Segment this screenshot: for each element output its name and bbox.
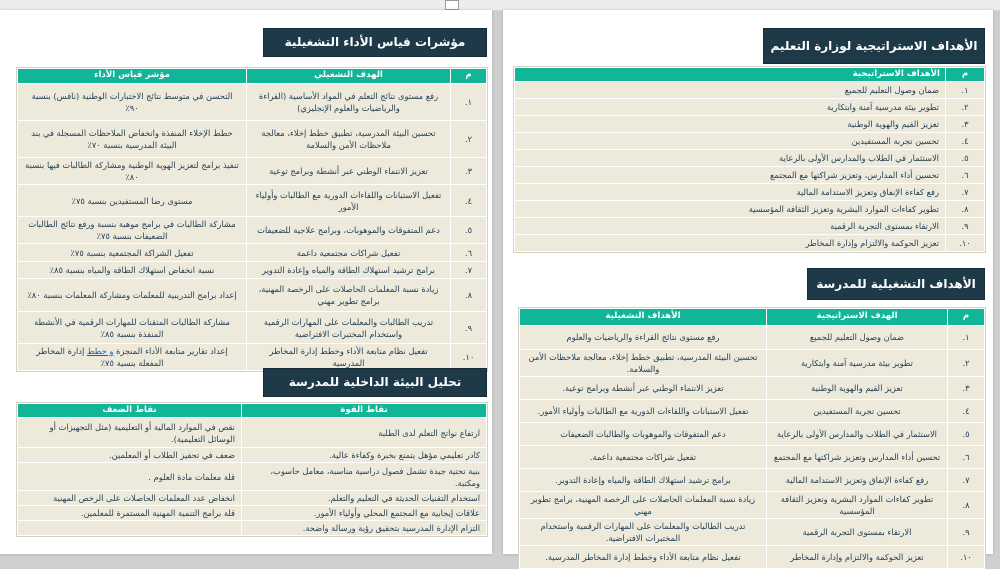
- row-number-cell: ٨.: [946, 201, 985, 218]
- kpi-cell: التحسن في متوسط نتائج الاختبارات الوطنية (نافس) بنسبة ٩٠٪: [18, 84, 247, 121]
- row-number-cell: ٧.: [451, 262, 487, 279]
- row-number-cell: ٣.: [451, 158, 487, 185]
- header-cell-num: م: [451, 69, 487, 84]
- operational-goals-table: [519, 308, 985, 569]
- goal-cell: تطوير كفاءات الموارد البشرية وتعزيز الثقافة المؤسسية: [515, 201, 946, 218]
- table-row: [515, 133, 985, 150]
- objective-cell: دعم المتفوقات والموهوبات، وبرامج علاجية للضعيفات: [247, 217, 451, 244]
- weakness-cell: قلة معلمات مادة العلوم .: [18, 463, 242, 491]
- operational-cell: دعم المتفوقات والموهوبات والطالبات الضعيفات: [520, 423, 767, 446]
- document-page-1: [503, 10, 993, 563]
- table-row: [18, 521, 487, 536]
- table-row: [18, 158, 487, 185]
- operational-cell: تدريب الطالبات والمعلمات على المهارات الرقمية واستخدام المختبرات الافتراضية.: [520, 519, 767, 546]
- row-number-cell: ٣.: [948, 377, 985, 400]
- row-number-cell: ٤.: [946, 133, 985, 150]
- kpi-cell: تفعيل الشراكة المجتمعية بنسبة ٧٥٪: [18, 244, 247, 262]
- row-number-cell: ١.: [946, 82, 985, 99]
- table-row: [520, 326, 985, 350]
- table-row: [18, 312, 487, 344]
- table-row: [515, 99, 985, 116]
- row-number-cell: ٢.: [451, 121, 487, 158]
- table-row: [515, 167, 985, 184]
- row-number-cell: ١.: [451, 84, 487, 121]
- header-cell-weaknesses: نقاط الضعف: [18, 404, 242, 418]
- header-cell-num: م: [948, 309, 985, 326]
- strength-cell: ارتفاع نواتج التعلم لدى الطلبة: [242, 418, 487, 448]
- strategic-cell: رفع كفاءة الإنفاق وتعزيز الاستدامة المالية: [767, 469, 948, 492]
- strategic-cell: تعزيز الحوكمة والالتزام وإدارة المخاطر: [767, 546, 948, 569]
- table-row: [520, 423, 985, 446]
- row-number-cell: ١.: [948, 326, 985, 350]
- row-number-cell: ١٠.: [948, 546, 985, 569]
- kpi-text-after: إدارة المخاطر المفعلة بنسبة ٧٥٪: [36, 346, 164, 369]
- table-row: [520, 377, 985, 400]
- table-row: [520, 519, 985, 546]
- strength-cell: بنية تحتية جيدة تشمل فصول دراسية مناسبة، معامل حاسوب، ومكتبة.: [242, 463, 487, 491]
- row-number-cell: ٧.: [946, 184, 985, 201]
- inline-hyperlink[interactable]: و خطط: [86, 346, 114, 357]
- weakness-cell: انخفاض عدد المعلمات الحاصلات على الرخص المهنية: [18, 491, 242, 506]
- header-cell-strategic: الهدف الاستراتيجية: [767, 309, 948, 326]
- table-row: [520, 446, 985, 469]
- table-header-row: [18, 69, 487, 84]
- kpi-cell: إعداد برامج التدريبية للمعلمات ومشاركة المعلمات بنسبة ٨٠٪: [18, 279, 247, 312]
- table-row: [520, 400, 985, 423]
- row-number-cell: ٢.: [946, 99, 985, 116]
- header-cell-goal: الأهداف الاستراتيجية: [515, 68, 946, 82]
- table-row: [18, 121, 487, 158]
- header-cell-num: م: [946, 68, 985, 82]
- objective-cell: تفعيل الاستبانات واللقاءات الدورية مع الطالبات وأولياء الأمور: [247, 185, 451, 217]
- goal-cell: تعزيز القيم والهوية الوطنية: [515, 116, 946, 133]
- operational-cell: رفع مستوى نتائج القراءة والرياضيات والعلوم: [520, 326, 767, 350]
- table-row: [515, 184, 985, 201]
- kpi-cell: تنفيذ برامج لتعزيز الهوية الوطنية ومشاركة الطالبات فيها بنسبة ٨٠٪: [18, 158, 247, 185]
- operational-cell: تعزيز الانتماء الوطني عبر أنشطة وبرامج توعية.: [520, 377, 767, 400]
- objective-cell: رفع مستوى نتائج التعلم في المواد الأساسية (القراءة والرياضيات والعلوم الإنجليزي): [247, 84, 451, 121]
- section-title-operational-goals: الأهداف التشغيلية للمدرسة: [807, 268, 985, 300]
- operational-cell: تفعيل شراكات مجتمعية داعمة.: [520, 446, 767, 469]
- row-number-cell: ٦.: [451, 244, 487, 262]
- row-number-cell: ٩.: [451, 312, 487, 344]
- table-row: [18, 418, 487, 448]
- strength-cell: التزام الإدارة المدرسية بتحقيق رؤية ورسالة واضحة.: [242, 521, 487, 536]
- weakness-cell: نقص في الموارد المالية أو التعليمية (مثل التجهيزات أو الوسائل التعليمية).: [18, 418, 242, 448]
- table-row: [515, 82, 985, 99]
- row-number-cell: ١٠.: [451, 344, 487, 371]
- table-row: [18, 506, 487, 521]
- objective-cell: برامج ترشيد استهلاك الطاقة والمياه وإعادة التدوير: [247, 262, 451, 279]
- objective-cell: زيادة نسبة المعلمات الحاصلات على الرخصة المهنية، برامج تطوير مهني: [247, 279, 451, 312]
- table-row: [18, 185, 487, 217]
- kpi-cell: [18, 344, 247, 371]
- row-number-cell: ٧.: [948, 469, 985, 492]
- strategic-cell: تحسين تجربة المستفيدين: [767, 400, 948, 423]
- operational-cell: تحسين البيئة المدرسية، تطبيق خطط إخلاء، معالجة ملاحظات الأمن والسلامة.: [520, 350, 767, 377]
- table-row: [18, 344, 487, 371]
- row-number-cell: ٩.: [948, 519, 985, 546]
- strategic-cell: تعزيز القيم والهوية الوطنية: [767, 377, 948, 400]
- row-number-cell: ١٠.: [946, 235, 985, 252]
- goal-cell: الارتقاء بمستوى التجربة الرقمية: [515, 218, 946, 235]
- table-row: [520, 469, 985, 492]
- table-row: [18, 463, 487, 491]
- table-row: [520, 546, 985, 569]
- goal-cell: تحسين تجربة المستفيدين: [515, 133, 946, 150]
- page-gap-handle: [445, 0, 459, 10]
- row-number-cell: ٥.: [946, 150, 985, 167]
- objective-cell: تدريب الطالبات والمعلمات على المهارات الرقمية واستخدام المختبرات الافتراضية: [247, 312, 451, 344]
- row-number-cell: ٣.: [946, 116, 985, 133]
- operational-cell: تفعيل الاستبانات واللقاءات الدورية مع الطالبات وأولياء الأمور.: [520, 400, 767, 423]
- table-row: [18, 262, 487, 279]
- strategic-cell: تطوير بيئة مدرسية آمنة وابتكارية: [767, 350, 948, 377]
- strength-cell: استخدام التقنيات الحديثة في التعليم والتعلم.: [242, 491, 487, 506]
- table-row: [515, 150, 985, 167]
- strategic-cell: تطوير كفاءات الموارد البشرية وتعزيز الثقافة المؤسسية: [767, 492, 948, 519]
- table-row: [18, 244, 487, 262]
- row-number-cell: ٥.: [948, 423, 985, 446]
- section-title-kpi: مؤشرات قياس الأداء التشغيلية: [263, 28, 487, 57]
- row-number-cell: ٢.: [948, 350, 985, 377]
- table-row: [515, 201, 985, 218]
- strength-cell: كادر تعليمي مؤهل يتمتع بخبرة وكفاءة عالية.: [242, 448, 487, 463]
- header-cell-strengths: نقاط القوة: [242, 404, 487, 418]
- table-header-row: [520, 309, 985, 326]
- goal-cell: تطوير بيئة مدرسية آمنة وابتكارية: [515, 99, 946, 116]
- row-number-cell: ٨.: [948, 492, 985, 519]
- objective-cell: تحسين البيئة المدرسية، تطبيق خطط إخلاء، معالجة ملاحظات الأمن والسلامة: [247, 121, 451, 158]
- goal-cell: تحسين أداء المدارس، وتعزيز شراكتها مع المجتمع: [515, 167, 946, 184]
- strategic-cell: تحسين أداء المدارس وتعزيز شراكتها مع المجتمع: [767, 446, 948, 469]
- kpi-table: [17, 68, 487, 371]
- table-row: [18, 491, 487, 506]
- strategic-cell: ضمان وصول التعليم للجميع: [767, 326, 948, 350]
- row-number-cell: ٤.: [451, 185, 487, 217]
- table-row: [515, 235, 985, 252]
- weakness-cell: [18, 521, 242, 536]
- strategic-goals-table: [514, 67, 985, 252]
- row-number-cell: ٥.: [451, 217, 487, 244]
- section-title-swot: تحليل البيئة الداخلية للمدرسة: [263, 368, 487, 397]
- swot-table: [17, 403, 487, 536]
- table-header-row: [18, 404, 487, 418]
- strategic-cell: الارتقاء بمستوى التجربة الرقمية: [767, 519, 948, 546]
- table-row: [520, 350, 985, 377]
- table-row: [18, 279, 487, 312]
- goal-cell: رفع كفاءة الإنفاق وتعزيز الاستدامة المالية: [515, 184, 946, 201]
- document-page-2: [0, 10, 492, 554]
- row-number-cell: ٦.: [948, 446, 985, 469]
- kpi-cell: مستوى رضا المستفيدين بنسبة ٧٥٪: [18, 185, 247, 217]
- header-cell-kpi: مؤشر قياس الأداء: [18, 69, 247, 84]
- row-number-cell: ٩.: [946, 218, 985, 235]
- table-row: [18, 217, 487, 244]
- kpi-cell: نسبة انخفاض استهلاك الطاقة والمياه بنسبة ٨٥٪: [18, 262, 247, 279]
- objective-cell: تعزيز الانتماء الوطني عبر أنشطة وبرامج توعية: [247, 158, 451, 185]
- table-row: [515, 218, 985, 235]
- table-header-row: [515, 68, 985, 82]
- weakness-cell: قلة برامج التنمية المهنية المستمرة للمعلمين.: [18, 506, 242, 521]
- goal-cell: ضمان وصول التعليم للجميع: [515, 82, 946, 99]
- objective-cell: تفعيل نظام متابعة الأداء وخطط إدارة المخاطر المدرسية: [247, 344, 451, 371]
- table-row: [18, 84, 487, 121]
- table-row: [515, 116, 985, 133]
- strength-cell: علاقات إيجابية مع المجتمع المحلي وأولياء الأمور.: [242, 506, 487, 521]
- table-row: [18, 448, 487, 463]
- header-cell-operational: الأهداف التشغيلية: [520, 309, 767, 326]
- row-number-cell: ٦.: [946, 167, 985, 184]
- goal-cell: تعزيز الحوكمة والالتزام وإدارة المخاطر: [515, 235, 946, 252]
- operational-cell: تفعيل نظام متابعة الأداء وخطط إدارة المخاطر المدرسية.: [520, 546, 767, 569]
- section-title-strategic-goals: الأهداف الاستراتيجية لوزارة التعليم: [763, 28, 985, 64]
- operational-cell: زيادة نسبة المعلمات الحاصلات على الرخصة المهنية، برامج تطوير مهني: [520, 492, 767, 519]
- table-row: [520, 492, 985, 519]
- kpi-text-before: إعداد تقارير متابعة الأداء المنجزة: [113, 346, 228, 357]
- kpi-cell: خطط الإخلاء المنفذة وانخفاض الملاحظات المسجلة في بند البيئة المدرسية بنسبة ٧٠٪: [18, 121, 247, 158]
- operational-cell: برامج ترشيد استهلاك الطاقة والمياه وإعادة التدوير.: [520, 469, 767, 492]
- row-number-cell: ٨.: [451, 279, 487, 312]
- kpi-cell: مشاركة الطالبات المتقنات للمهارات الرقمية في الأنشطة المنفذة بنسبة ٨٥٪: [18, 312, 247, 344]
- kpi-cell: مشاركة الطالبات في برامج موهبة بنسبة ورفع نتائج الطالبات الضعيفات بنسبة ٧٥٪: [18, 217, 247, 244]
- strategic-cell: الاستثمار في الطلاب والمدارس الأولى بالرعاية: [767, 423, 948, 446]
- weakness-cell: ضعف في تحفيز الطلاب أو المعلمين.: [18, 448, 242, 463]
- objective-cell: تفعيل شراكات مجتمعية داعمة: [247, 244, 451, 262]
- header-cell-objective: الهدف التشغيلي: [247, 69, 451, 84]
- row-number-cell: ٤.: [948, 400, 985, 423]
- goal-cell: الاستثمار في الطلاب والمدارس الأولى بالرعاية: [515, 150, 946, 167]
